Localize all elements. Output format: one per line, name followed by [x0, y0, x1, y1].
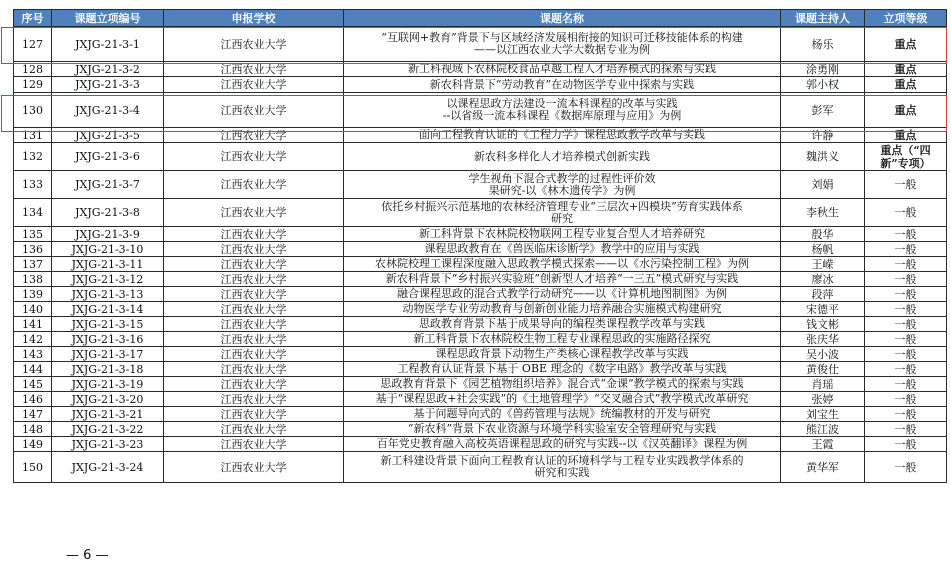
row-project-title [344, 272, 781, 287]
row-host: 彭军 [781, 93, 865, 128]
row-project-title [344, 93, 781, 128]
row-project-title [344, 27, 781, 62]
title-line: 新农科背景下“乡村振兴实验班”创新型人才培养“一三五”模式研究与实践 [385, 272, 739, 285]
title-line: 农林院校理工课程深度融入思政教学模式探索——以《水污染控制工程》为例 [375, 257, 749, 270]
row-host: 王霞 [781, 437, 865, 452]
row-school: 江西农业大学 [164, 437, 344, 452]
title-line: “新农科”背景下农业资源与环境学科实验室安全管理研究与实践 [407, 422, 717, 435]
row-host: 殷华 [781, 227, 865, 242]
row-project-title [344, 317, 781, 332]
row-number: 146 [14, 392, 52, 407]
row-project-title [344, 407, 781, 422]
row-level: 一般 [865, 171, 947, 199]
row-number: 139 [14, 287, 52, 302]
header-host: 课题主持人 [781, 10, 865, 27]
row-number: 137 [14, 257, 52, 272]
row-number: 145 [14, 377, 52, 392]
project-table [13, 9, 947, 483]
row-level: 一般 [865, 199, 947, 227]
row-project-code: JXJG-21-3-4 [52, 93, 164, 128]
row-school: 江西农业大学 [164, 317, 344, 332]
row-project-title [344, 392, 781, 407]
row-project-code: JXJG-21-3-10 [52, 242, 164, 257]
row-project-code: JXJG-21-3-21 [52, 407, 164, 422]
row-project-title [344, 302, 781, 317]
row-number: 143 [14, 347, 52, 362]
row-host: 宋德平 [781, 302, 865, 317]
row-project-title [344, 362, 781, 377]
row-host: 廖冰 [781, 272, 865, 287]
row-host: 熊江波 [781, 422, 865, 437]
row-host: 魏洪义 [781, 143, 865, 171]
row-number: 134 [14, 199, 52, 227]
title-line: 果研究-以《林木遗传学》为例 [488, 183, 636, 197]
row-project-code: JXJG-21-3-16 [52, 332, 164, 347]
row-host: 刘娟 [781, 171, 865, 199]
table-row [14, 27, 947, 62]
row-host: 郭小权 [781, 77, 865, 93]
table-row [14, 272, 947, 287]
title-line: 以课程思政方法建设一流本科课程的改革与实践 [446, 97, 678, 110]
title-line: 研究和实践 [534, 466, 590, 479]
table-row [14, 317, 947, 332]
row-level: 一般 [865, 377, 947, 392]
row-school: 江西农业大学 [164, 27, 344, 62]
row-project-code: JXJG-21-3-18 [52, 362, 164, 377]
title-line: ——以江西农业大学大数据专业为例 [474, 43, 650, 56]
row-school: 江西农业大学 [164, 128, 344, 143]
table-row [14, 332, 947, 347]
header-school: 申报学校 [164, 10, 344, 27]
row-level: 一般 [865, 302, 947, 317]
row-host: 张庆华 [781, 332, 865, 347]
row-level: 重点 [865, 77, 947, 93]
row-level: 重点 [865, 27, 947, 62]
title-line: 新农科多样化人才培养模式创新实践 [474, 149, 650, 163]
row-project-code: JXJG-21-3-3 [52, 77, 164, 93]
table-row [14, 422, 947, 437]
row-project-code: JXJG-21-3-12 [52, 272, 164, 287]
table-row [14, 392, 947, 407]
row-number: 127 [14, 27, 52, 62]
table-row [14, 452, 947, 483]
row-host: 黄俊仕 [781, 362, 865, 377]
row-number: 132 [14, 143, 52, 171]
table-row [14, 143, 947, 171]
row-project-title [344, 332, 781, 347]
table-header-row [14, 10, 947, 27]
row-number: 140 [14, 302, 52, 317]
row-host: 肖瑶 [781, 377, 865, 392]
row-number: 142 [14, 332, 52, 347]
row-project-title [344, 242, 781, 257]
row-level: 一般 [865, 242, 947, 257]
title-line: 面向工程教育认证的《工程力学》课程思政教学改革与实践 [419, 128, 705, 141]
title-line: 新工科背景下农林院校物联网工程专业复合型人才培养研究 [419, 227, 705, 240]
row-school: 江西农业大学 [164, 93, 344, 128]
title-line: --以省级一流本科课程《数据库原理与应用》为例 [442, 109, 682, 122]
row-host: 张婷 [781, 392, 865, 407]
row-school: 江西农业大学 [164, 452, 344, 483]
row-host: 涂勇刚 [781, 62, 865, 77]
row-project-code: JXJG-21-3-22 [52, 422, 164, 437]
row-school: 江西农业大学 [164, 143, 344, 171]
row-project-title [344, 128, 781, 143]
row-school: 江西农业大学 [164, 227, 344, 242]
row-level: 一般 [865, 407, 947, 422]
table-row [14, 62, 947, 77]
table-row [14, 347, 947, 362]
row-number: 133 [14, 171, 52, 199]
row-school: 江西农业大学 [164, 199, 344, 227]
title-line: 融合课程思政的混合式教学行动研究——以《计算机地图制图》为例 [397, 287, 727, 300]
row-level: 重点 [865, 62, 947, 77]
row-school: 江西农业大学 [164, 422, 344, 437]
header-level: 立项等级 [865, 10, 947, 27]
row-school: 江西农业大学 [164, 257, 344, 272]
row-project-title [344, 437, 781, 452]
title-line: 思政教育背景下《园艺植物组织培养》混合式“金课”教学模式的探索与实践 [380, 377, 744, 390]
row-number: 150 [14, 452, 52, 483]
row-host: 杨帆 [781, 242, 865, 257]
row-level: 一般 [865, 257, 947, 272]
row-number: 138 [14, 272, 52, 287]
row-project-title [344, 77, 781, 93]
row-number: 136 [14, 242, 52, 257]
row-number: 128 [14, 62, 52, 77]
table-row [14, 437, 947, 452]
row-level: 一般 [865, 317, 947, 332]
row-project-code: JXJG-21-3-20 [52, 392, 164, 407]
row-school: 江西农业大学 [164, 377, 344, 392]
row-project-code: JXJG-21-3-9 [52, 227, 164, 242]
table-row [14, 227, 947, 242]
row-school: 江西农业大学 [164, 77, 344, 93]
row-school: 江西农业大学 [164, 272, 344, 287]
table-row [14, 128, 947, 143]
row-project-code: JXJG-21-3-19 [52, 377, 164, 392]
row-project-title [344, 62, 781, 77]
table-row [14, 302, 947, 317]
row-host: 王嵘 [781, 257, 865, 272]
row-project-code: JXJG-21-3-2 [52, 62, 164, 77]
row-school: 江西农业大学 [164, 407, 344, 422]
row-number: 147 [14, 407, 52, 422]
row-project-code: JXJG-21-3-24 [52, 452, 164, 483]
title-line: 工程教育认证背景下基于 OBE 理念的《数字电路》教学改革与实践 [397, 362, 727, 375]
title-line: 依托乡村振兴示范基地的农林经济管理专业“三层次+四模块”劳育实践体系 [381, 199, 743, 213]
row-number: 149 [14, 437, 52, 452]
row-level: 重点 [865, 128, 947, 143]
table-row [14, 257, 947, 272]
page-number: — 6 — [66, 548, 109, 563]
row-number: 141 [14, 317, 52, 332]
table-row [14, 362, 947, 377]
row-project-title [344, 257, 781, 272]
row-number: 135 [14, 227, 52, 242]
row-host: 李秋生 [781, 199, 865, 227]
row-project-code: JXJG-21-3-1 [52, 27, 164, 62]
title-line: 百年党史教育融入高校英语课程思政的研究与实践--以《汉英翻译》课程为例 [376, 437, 748, 450]
row-level: 一般 [865, 332, 947, 347]
title-line: 新工科视域下农林院校食品卓越工程人才培养模式的探索与实践 [408, 62, 716, 75]
row-level: 一般 [865, 437, 947, 452]
row-project-title [344, 377, 781, 392]
table-row [14, 407, 947, 422]
row-project-title [344, 227, 781, 242]
row-number: 144 [14, 362, 52, 377]
row-project-title [344, 287, 781, 302]
row-level: 一般 [865, 347, 947, 362]
header-project-code: 课题立项编号 [52, 10, 164, 27]
table-row [14, 77, 947, 93]
title-line: 课程思政教育在《兽医临床诊断学》教学中的应用与实践 [424, 242, 700, 255]
title-line: 动物医学专业劳动教育与创新创业能力培养融合实施模式构建研究 [402, 302, 722, 315]
row-school: 江西农业大学 [164, 392, 344, 407]
row-level: 一般 [865, 392, 947, 407]
title-line: 学生视角下混合式教学的过程性评价效 [468, 171, 656, 185]
row-host: 段萍 [781, 287, 865, 302]
row-project-title [344, 452, 781, 483]
row-project-code: JXJG-21-3-13 [52, 287, 164, 302]
row-project-code: JXJG-21-3-8 [52, 199, 164, 227]
row-school: 江西农业大学 [164, 242, 344, 257]
title-line: 课程思政背景下动物生产类核心课程教学改革与实践 [435, 347, 689, 360]
row-project-title [344, 171, 781, 199]
row-host: 许静 [781, 128, 865, 143]
row-level: 一般 [865, 272, 947, 287]
row-project-code: JXJG-21-3-15 [52, 317, 164, 332]
row-project-code: JXJG-21-3-17 [52, 347, 164, 362]
row-level: 重点 [865, 93, 947, 128]
row-number: 148 [14, 422, 52, 437]
row-host: 刘宝生 [781, 407, 865, 422]
table-row [14, 171, 947, 199]
row-level: 一般 [865, 287, 947, 302]
row-host: 钱文彬 [781, 317, 865, 332]
title-line: 新工科背景下农林院校生物工程专业课程思政的实施路径探究 [413, 332, 711, 345]
row-project-title [344, 199, 781, 227]
table-row [14, 93, 947, 128]
title-line: 思政教育背景下基于成果导向的编程类课程教学改革与实践 [419, 317, 705, 330]
row-level: 重点（“四新”专项） [865, 143, 947, 171]
row-school: 江西农业大学 [164, 347, 344, 362]
row-project-code: JXJG-21-3-5 [52, 128, 164, 143]
title-line: 基于“课程思政+社会实践”的《土地管理学》“交叉融合式”教学模式改革研究 [375, 392, 749, 405]
row-host: 杨乐 [781, 27, 865, 62]
row-project-title [344, 143, 781, 171]
row-school: 江西农业大学 [164, 302, 344, 317]
row-project-code: JXJG-21-3-23 [52, 437, 164, 452]
header-number: 序号 [14, 10, 52, 27]
header-project-title: 课题名称 [344, 10, 781, 27]
row-level: 一般 [865, 422, 947, 437]
table-row [14, 287, 947, 302]
row-project-code: JXJG-21-3-11 [52, 257, 164, 272]
title-line: 新农科背景下“劳动教育”在动物医学专业中探索与实践 [429, 77, 695, 91]
title-line: 研究 [551, 211, 573, 225]
title-line: 新工科建设背景下面向工程教育认证的环境科学与工程专业实践教学体系的 [380, 454, 744, 467]
title-line: “互联网+教育”背景下与区域经济发展相衔接的知识可迁移技能体系的构建 [381, 31, 743, 44]
table-row [14, 377, 947, 392]
row-school: 江西农业大学 [164, 332, 344, 347]
title-line: 基于问题导向式的《兽药管理与法规》统编教材的开发与研究 [413, 407, 711, 420]
row-number: 131 [14, 128, 52, 143]
row-level: 一般 [865, 452, 947, 483]
table-row [14, 242, 947, 257]
row-project-title [344, 347, 781, 362]
row-number: 129 [14, 77, 52, 93]
row-school: 江西农业大学 [164, 362, 344, 377]
row-host: 吴小波 [781, 347, 865, 362]
row-project-code: JXJG-21-3-7 [52, 171, 164, 199]
row-number: 130 [14, 93, 52, 128]
row-project-code: JXJG-21-3-14 [52, 302, 164, 317]
row-school: 江西农业大学 [164, 62, 344, 77]
row-level: 一般 [865, 362, 947, 377]
row-school: 江西农业大学 [164, 171, 344, 199]
row-level: 一般 [865, 227, 947, 242]
row-project-title [344, 422, 781, 437]
row-host: 黄华军 [781, 452, 865, 483]
table-row [14, 199, 947, 227]
row-project-code: JXJG-21-3-6 [52, 143, 164, 171]
row-school: 江西农业大学 [164, 287, 344, 302]
